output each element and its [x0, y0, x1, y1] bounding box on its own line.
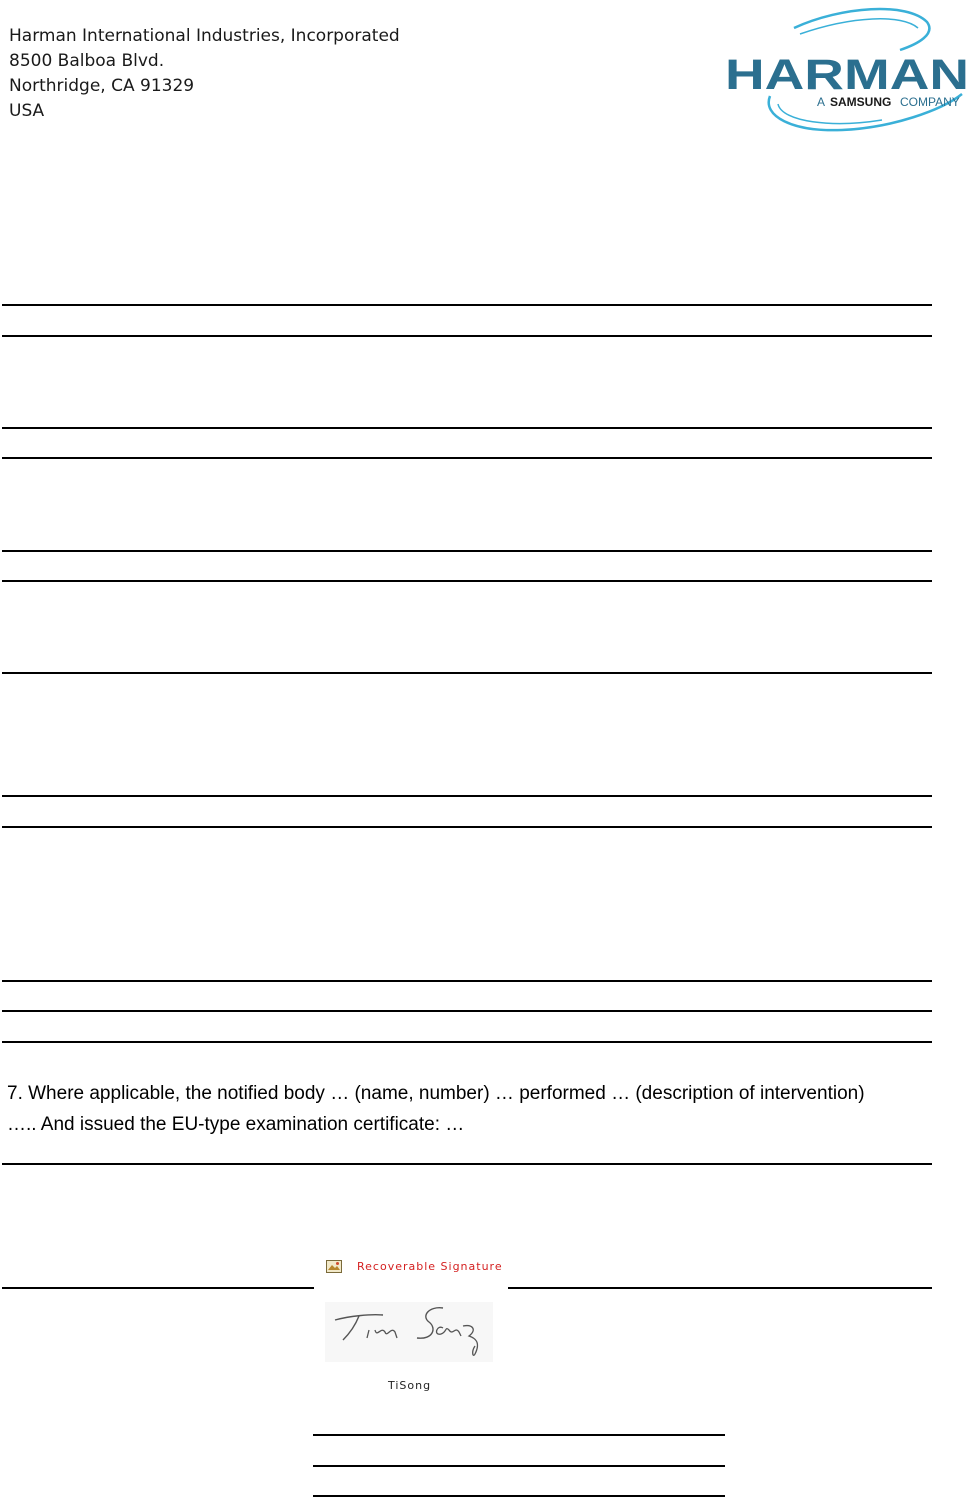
- rule: [2, 980, 932, 982]
- signer-name: TiSong: [388, 1379, 432, 1392]
- signature-label: Recoverable Signature: [357, 1259, 503, 1273]
- rule: [2, 672, 932, 674]
- rule: [2, 795, 932, 797]
- company-address: [9, 24, 400, 124]
- signature-icon: [326, 1260, 342, 1273]
- rule: [2, 550, 932, 552]
- logo-tagline-suffix: COMPANY: [900, 95, 960, 109]
- logo-wordmark: HARMAN: [725, 51, 969, 99]
- city-state-zip: Northridge, CA 91329: [9, 76, 195, 96]
- country: USA: [9, 101, 45, 121]
- item-7-text: [7, 1078, 937, 1140]
- signature-block: [318, 1254, 508, 1404]
- harman-logo: [722, 4, 972, 138]
- rule: [2, 1163, 932, 1165]
- item-7-line-2: ….. And issued the EU-type examination certificate: …: [7, 1114, 465, 1135]
- signature-header: [326, 1258, 503, 1274]
- rule: [2, 335, 932, 337]
- handwritten-signature: [325, 1302, 493, 1362]
- company-name: Harman International Industries, Incorporated: [9, 26, 400, 46]
- rule: [2, 304, 932, 306]
- rule: [313, 1434, 725, 1436]
- rule: [313, 1495, 725, 1497]
- rule: [2, 427, 932, 429]
- logo-tagline-prefix: A: [817, 95, 826, 109]
- street-address: 8500 Balboa Blvd.: [9, 51, 165, 71]
- logo-tagline-brand: SAMSUNG: [830, 95, 892, 109]
- rule: [313, 1465, 725, 1467]
- signature-rule-left: [2, 1287, 314, 1289]
- rule: [2, 1041, 932, 1043]
- item-7-line-1: 7. Where applicable, the notified body … (name, number) … performed … (description of intervention): [7, 1083, 865, 1104]
- rule: [2, 457, 932, 459]
- rule: [2, 1010, 932, 1012]
- rule: [2, 580, 932, 582]
- signature-rule-right: [508, 1287, 932, 1289]
- rule: [2, 826, 932, 828]
